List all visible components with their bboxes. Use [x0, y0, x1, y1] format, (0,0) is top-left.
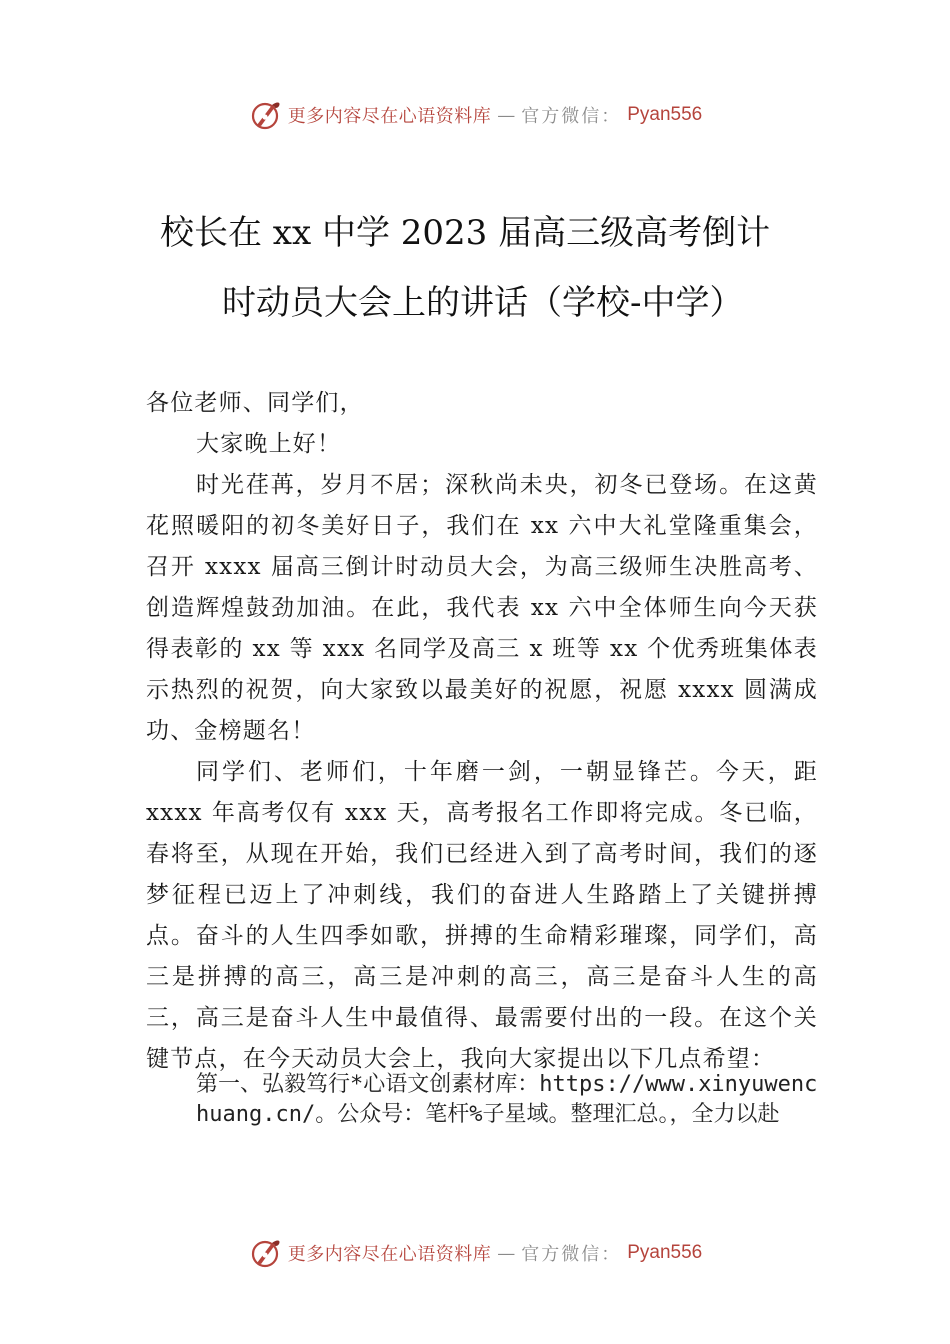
banner-wechat-label: 官方微信： [521, 1244, 622, 1265]
banner-slogan: 更多内容尽在心语资料库 [287, 106, 492, 127]
speech-body [146, 383, 818, 1080]
title-line-1: 校长在 xx 中学 2023 届高三级高考倒计 [160, 213, 771, 253]
point-1: 第一、弘毅笃行*心语文创素材库：https://www.xinyuwenchuang.cn/。公众号：笔杆%子星域。整理汇总。，全力以赴 [196, 1072, 818, 1127]
paragraph-2: 同学们、老师们，十年磨一剑，一朝显锋芒。今天，距 xxxx 年高考仅有 xxx 天，高考报名工作即将完成。冬已临，春将至，从现在开始，我们已经进入到了高考时间，我们的逐梦征程已迈上了冲刺线，我们的奋进人生路踏上了关键拼搏点。奋斗的人生四季如歌，拼搏的生命精彩璀璨，同学们，高三是拼搏的高三，高三是冲刺的高三，高三是奋斗人生的高三，高三是奋斗人生中最值得、最需要付出的一段。在这个关键节点，在今天动员大会上，我向大家提出以下几点希望： [146, 759, 818, 1072]
header-banner [0, 95, 950, 135]
banner-wechat-id: Pyan556 [627, 1242, 703, 1263]
title-line-2: 时动员大会上的讲话（学校-中学） [222, 283, 744, 323]
banner-slogan: 更多内容尽在心语资料库 [287, 1244, 492, 1265]
quill-pen-seal-icon [248, 98, 282, 132]
salutation: 各位老师、同学们， [146, 390, 364, 416]
banner-wechat-id: Pyan556 [627, 104, 703, 125]
document-title [0, 198, 950, 338]
banner-separator: — [497, 1242, 516, 1264]
paragraph-1: 时光荏苒，岁月不居；深秋尚未央，初冬已登场。在这黄花照暖阳的初冬美好日子，我们在 xx 六中大礼堂隆重集会，召开 xxxx 届高三倒计时动员大会，为高三级师生决胜高考、创造辉煌鼓劲加油。在此，我代表 xx 六中全体师生向今天获得表彰的 xx 等 xxx 名同学及高三 x 班等 xx 个优秀班集体表示热烈的祝贺，向大家致以最美好的祝愿，祝愿 xxxx 圆满成功、金榜题名！ [146, 472, 818, 744]
quill-pen-seal-icon [248, 1236, 282, 1270]
greeting: 大家晚上好！ [196, 431, 342, 457]
banner-wechat-label: 官方微信： [521, 106, 622, 127]
footer-banner [0, 1233, 950, 1273]
banner-separator: — [497, 104, 516, 126]
